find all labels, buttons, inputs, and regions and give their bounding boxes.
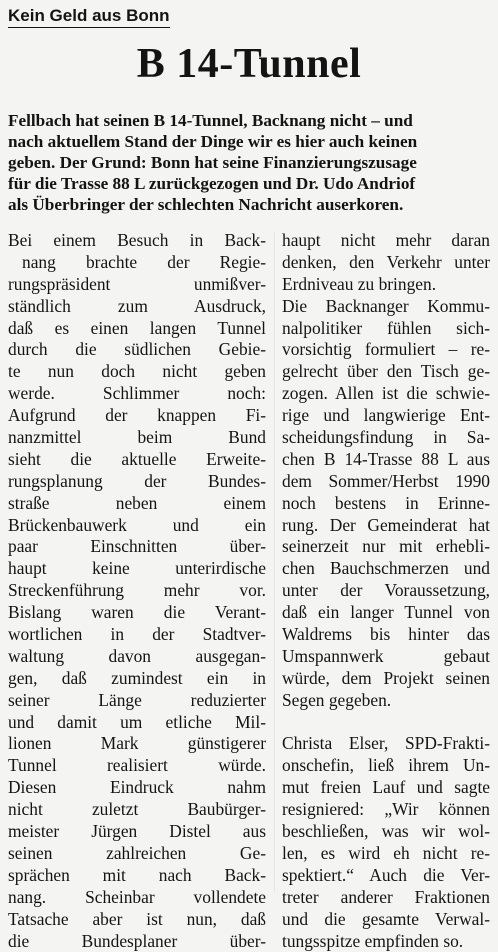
body-text-line: waltung davon ausgegan-	[8, 646, 266, 668]
body-text-line: Segen gegeben.	[282, 690, 490, 712]
body-text-line: rungspräsident unmißver-	[8, 274, 266, 296]
column-divider	[274, 232, 275, 892]
body-text-line: chen B 14-Trasse 88 L aus	[282, 449, 490, 471]
body-text-line: spektiert.“ Auch die Ver-	[282, 865, 490, 887]
body-text-line: Tatsache aber ist nun, daß	[8, 909, 266, 931]
body-text-line: und die gesamte Verwal-	[282, 909, 490, 931]
body-text-line: sprächen mit nach Back-	[8, 865, 266, 887]
body-text-line: wortlichen in der Stadtver-	[8, 624, 266, 646]
body-text-line: und damit um etliche Mil-	[8, 712, 266, 734]
body-text-line: Diesen Eindruck nahm	[8, 777, 266, 799]
body-text-line: rige und langwierige Ent-	[282, 405, 490, 427]
body-text-line: te nun doch nicht geben	[8, 361, 266, 383]
body-text-line: seinen zahlreichen Ge-	[8, 843, 266, 865]
body-text-line: seinerzeit nur mit erhebli-	[282, 536, 490, 558]
body-text-line: Bislang waren die Verant-	[8, 602, 266, 624]
body-text-line: meister Jürgen Distel aus	[8, 821, 266, 843]
body-text-line: unter der Voraussetzung,	[282, 580, 490, 602]
body-column-right	[282, 230, 490, 952]
body-text-line: Tunnel realisiert würde.	[8, 755, 266, 777]
body-text-line: onschefin, ließ ihrem Un-	[282, 755, 490, 777]
paragraph-gap	[282, 712, 490, 734]
body-column-left	[8, 230, 266, 952]
body-text-line: daß ein langer Tunnel von	[282, 602, 490, 624]
body-text-line: gelrecht über den Tisch ge-	[282, 361, 490, 383]
lead-line: geben. Der Grund: Bonn hat seine Finanzierungszusage	[8, 152, 488, 173]
body-text-line: die Bundesplaner über-	[8, 931, 266, 952]
body-text-line: zogen. Allen ist die schwie-	[282, 383, 490, 405]
body-text-line: len, es wird eh nicht re-	[282, 843, 490, 865]
body-text-line: seiner Länge reduzierter	[8, 690, 266, 712]
lead-line: nach aktuellem Stand der Dinge wir es hier auch keinen	[8, 131, 488, 152]
body-text-line: haupt keine unterirdische	[8, 558, 266, 580]
body-text-line: treter anderer Fraktionen	[282, 887, 490, 909]
body-text-line: rung. Der Gemeinderat hat	[282, 515, 490, 537]
body-text-line: Umspannwerk gebaut	[282, 646, 490, 668]
headline: B 14-Tunnel	[0, 36, 498, 92]
body-text-line: vorsichtig formuliert – re-	[282, 339, 490, 361]
body-text-line: mut freien Lauf und sagte	[282, 777, 490, 799]
body-text-line: straße neben einem	[8, 493, 266, 515]
body-text-line: gen, daß zumindest ein in	[8, 668, 266, 690]
body-text-line: nicht zuletzt Baubürger-	[8, 799, 266, 821]
body-text-line: werde. Schlimmer noch:	[8, 383, 266, 405]
body-text-line: rungsplanung der Bundes-	[8, 471, 266, 493]
kicker: Kein Geld aus Bonn	[8, 6, 170, 28]
lead-line: als Überbringer der schlechten Nachricht auserkoren.	[8, 194, 488, 215]
body-text-line: sieht die aktuelle Erweite-	[8, 449, 266, 471]
body-text-line: beschließen, was wir wol-	[282, 821, 490, 843]
body-text-line: nalpolitiker fühlen sich-	[282, 318, 490, 340]
body-text-line: chen Bauchschmerzen und	[282, 558, 490, 580]
body-text-line: paar Einschnitten über-	[8, 536, 266, 558]
body-text-line: daß es einen langen Tunnel	[8, 318, 266, 340]
body-text-line: Streckenführung mehr vor.	[8, 580, 266, 602]
lead-paragraph	[8, 110, 488, 215]
body-text-line: Brückenbauwerk und ein	[8, 515, 266, 537]
body-text-line: ständlich zum Ausdruck,	[8, 296, 266, 318]
body-text-line: Aufgrund der knappen Fi-	[8, 405, 266, 427]
body-text-line: nang brachte der Regie-	[8, 252, 266, 274]
body-text-line: noch bestens in Erinne-	[282, 493, 490, 515]
body-text-line: lionen Mark günstigerer	[8, 733, 266, 755]
lead-line: Fellbach hat seinen B 14-Tunnel, Backnang nicht – und	[8, 110, 488, 131]
body-text-line: Christa Elser, SPD-Frakti-	[282, 733, 490, 755]
body-text-line: scheidungsfindung in Sa-	[282, 427, 490, 449]
body-text-line: haupt nicht mehr daran	[282, 230, 490, 252]
body-text-line: würde, dem Projekt seinen	[282, 668, 490, 690]
body-text-line: dem Sommer/Herbst 1990	[282, 471, 490, 493]
body-text-line: Erdniveau zu bringen.	[282, 274, 490, 296]
body-text-line: Bei einem Besuch in Back-	[8, 230, 266, 252]
body-text-line: Waldrems bis hinter das	[282, 624, 490, 646]
body-text-line: nanzmittel beim Bund	[8, 427, 266, 449]
body-text-line: durch die südlichen Gebie-	[8, 339, 266, 361]
body-text-line: resigniered: „Wir können	[282, 799, 490, 821]
body-text-line: Die Backnanger Kommu-	[282, 296, 490, 318]
body-text-line: denken, den Verkehr unter	[282, 252, 490, 274]
body-text-line: nang. Scheinbar vollendete	[8, 887, 266, 909]
body-text-line: tungsspitze empfinden so.	[282, 931, 490, 952]
lead-line: für die Trasse 88 L zurückgezogen und Dr. Udo Andriof	[8, 173, 488, 194]
